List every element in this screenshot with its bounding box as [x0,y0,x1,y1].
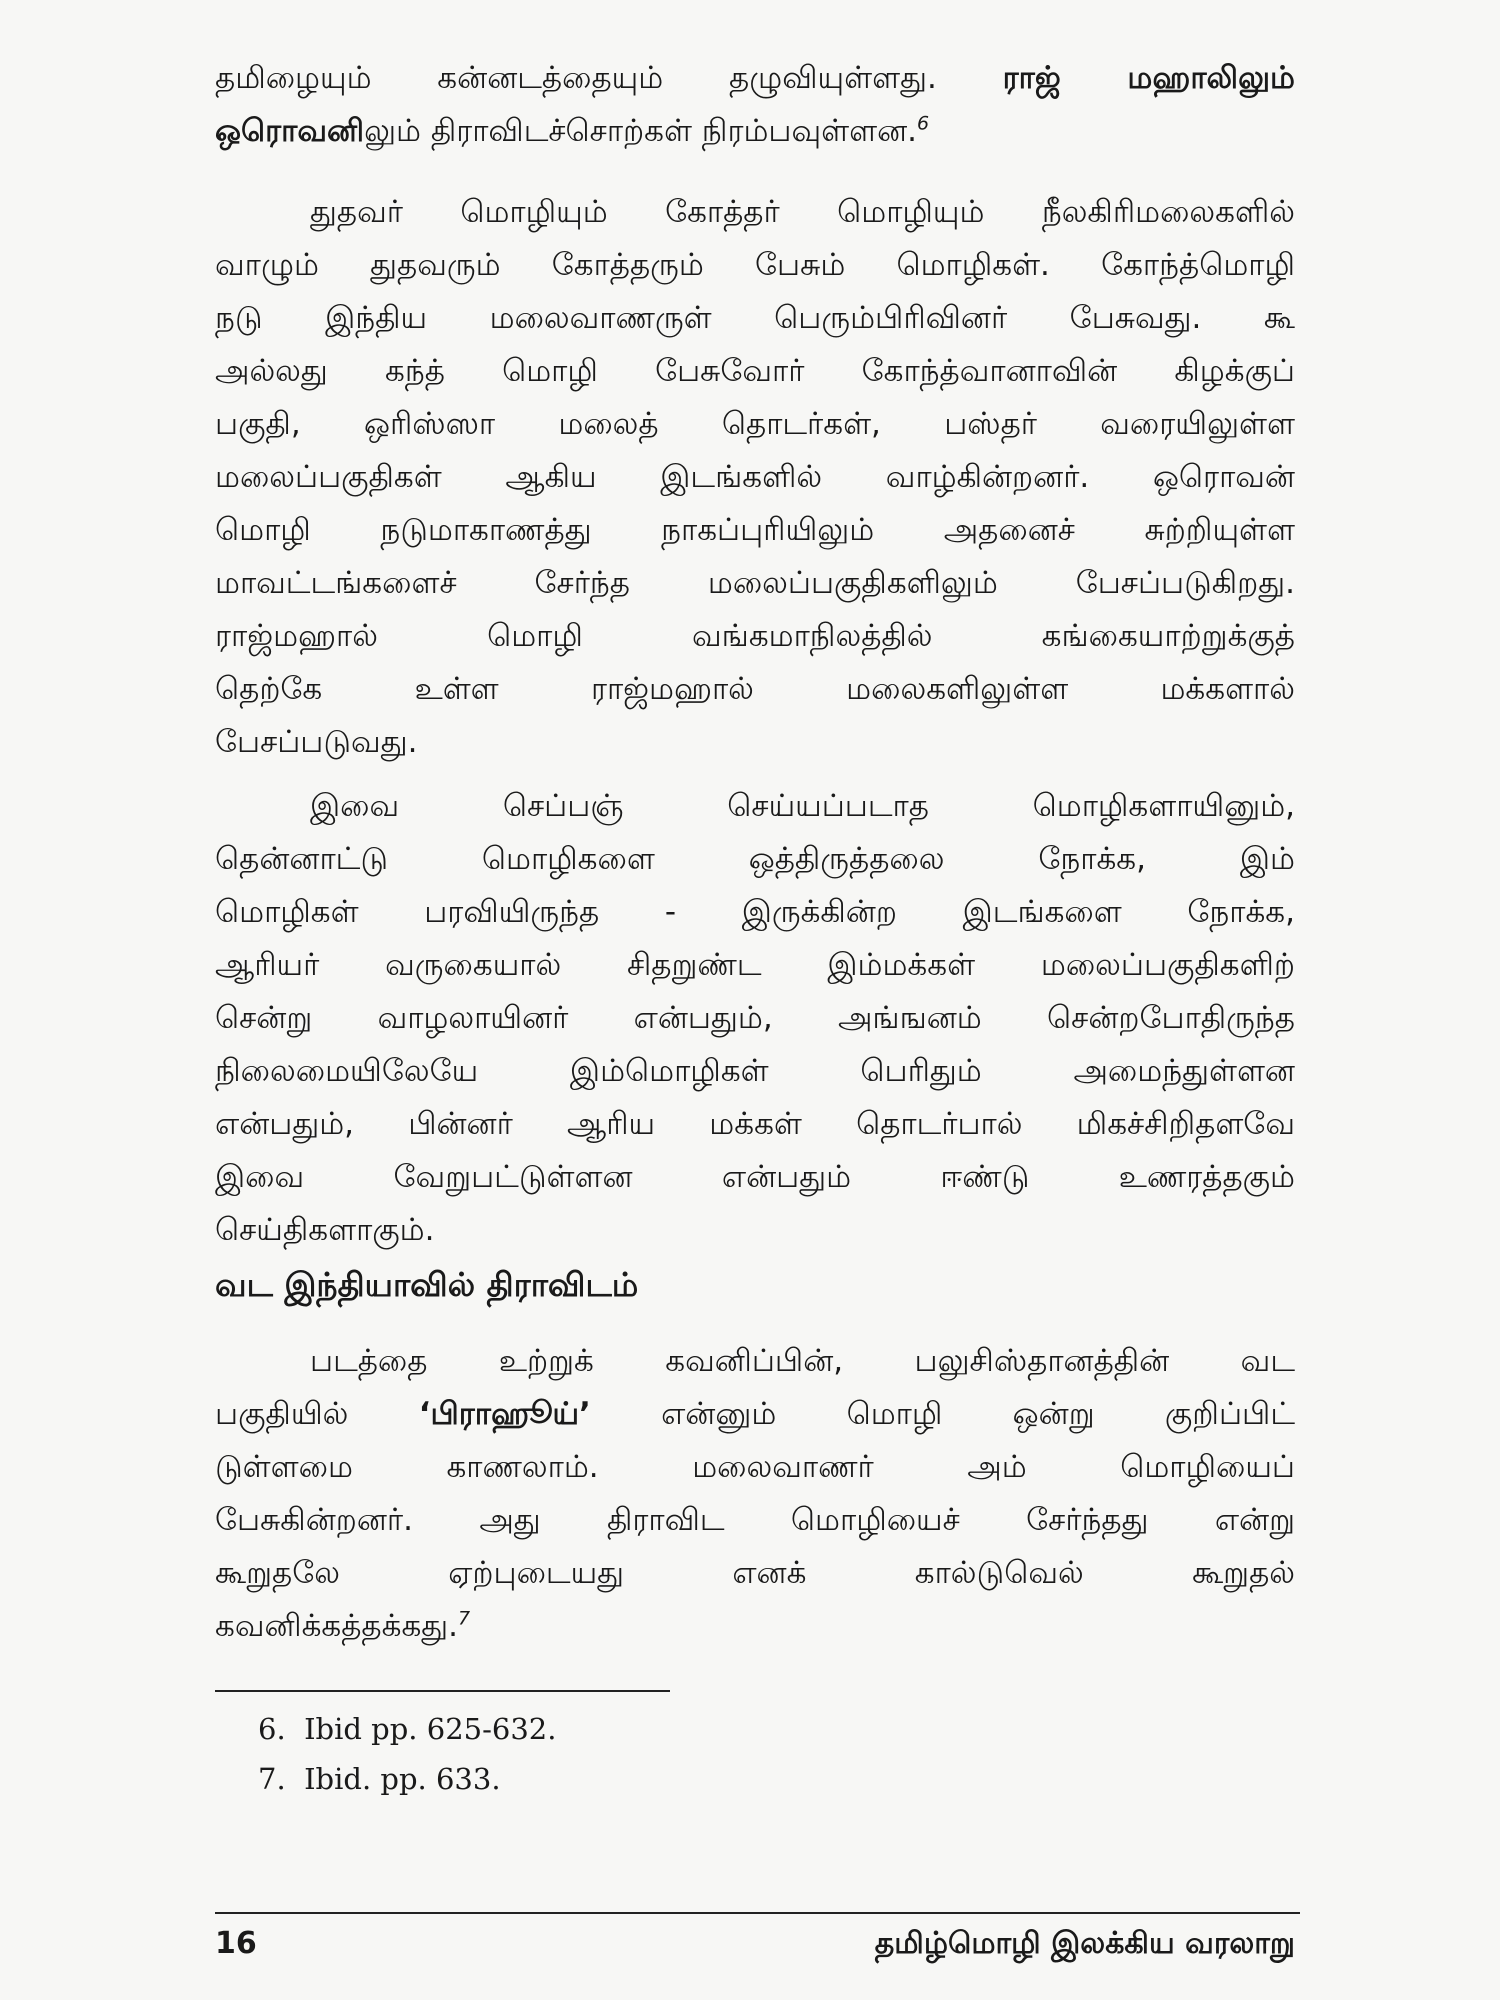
text-line: வாழும் துதவரும் கோத்தரும் பேசும் மொழிகள். கோந்த்மொழி [215,247,1295,283]
text-line: ராஜ்மஹால் மொழி வங்கமாநிலத்தில் கங்கையாற்றுக்குத் [215,618,1295,654]
text-run: தமிழையும் கன்னடத்தையும் தழுவியுள்ளது. [215,60,1003,96]
text-line: செய்திகளாகும். [215,1212,435,1248]
footnote-ref: 6 [917,112,930,135]
text-line: படத்தை உற்றுக் கவனிப்பின், பலுசிஸ்தானத்தின் வட [310,1343,1295,1379]
text-line: ஆரியர் வருகையால் சிதறுண்ட இம்மக்கள் மலைப்பகுதிகளிற் [215,947,1295,983]
text-line: மாவட்டங்களைச் சேர்ந்த மலைப்பகுதிகளிலும் பேசப்படுகிறது. [215,565,1295,601]
text-line: மலைப்பகுதிகள் ஆகிய இடங்களில் வாழ்கின்றனர். ஒரொவன் [215,459,1295,495]
paragraph-top [215,52,1295,158]
bold-term-oraon: ஒரொவனி [215,113,365,149]
bold-term-brahui: ‘பிராஹூய்’ [418,1396,591,1432]
text-line: கூறுதலே ஏற்புடையது எனக் கால்டுவெல் கூறுதல் [215,1555,1295,1591]
text-run: கவனிக்கத்தக்கது. [215,1608,459,1644]
footer-divider [215,1912,1300,1914]
text-line: பேசப்படுவது. [215,724,418,760]
text-line: இவை செப்பஞ் செய்யப்படாத மொழிகளாயினும், [310,788,1295,824]
text-line [215,52,1295,105]
text-run: லும் திராவிடச்சொற்கள் நிரம்பவுள்ளன. [364,113,918,149]
text-line: டுள்ளமை காணலாம். மலைவாணர் அம் மொழியைப் [215,1449,1295,1485]
text-line: பகுதி, ஒரிஸ்ஸா மலைத் தொடர்கள், பஸ்தர் வரையிலுள்ள [215,406,1295,442]
text-line: நடு இந்திய மலைவாணருள் பெரும்பிரிவினர் பேசுவது. கூ [215,300,1295,336]
bold-term-rajmahal: ராஜ் மஹாலிலும் [1002,60,1295,96]
text-run: பகுதியில் [215,1396,419,1432]
footnote-divider [215,1690,670,1692]
text-line: துதவர் மொழியும் கோத்தர் மொழியும் நீலகிரிமலைகளில் [310,194,1295,230]
text-line [215,105,1295,158]
page-number: 16 [215,1926,257,1961]
text-line [215,1600,1295,1653]
footnote-6: 6. Ibid pp. 625-632. [258,1712,557,1746]
text-line: மொழி நடுமாகாணத்து நாகப்புரியிலும் அதனைச் சுற்றியுள்ள [215,512,1295,548]
footnote-7: 7. Ibid. pp. 633. [258,1762,501,1796]
text-line [215,1388,1295,1441]
text-line: சென்று வாழலாயினர் என்பதும், அங்ஙனம் சென்றபோதிருந்த [215,1000,1295,1036]
section-heading: வட இந்தியாவில் திராவிடம் [215,1265,639,1304]
text-line: மொழிகள் பரவியிருந்த - இருக்கின்ற இடங்களை நோக்க, [215,894,1295,930]
text-line: இவை வேறுபட்டுள்ளன என்பதும் ஈண்டு உணரத்தகும் [215,1159,1295,1195]
paragraph-4 [215,1335,1295,1653]
text-line: தென்னாட்டு மொழிகளை ஒத்திருத்தலை நோக்க, இம் [215,841,1295,877]
text-line: தெற்கே உள்ள ராஜ்மஹால் மலைகளிலுள்ள மக்களால் [215,671,1295,707]
running-title: தமிழ்மொழி இலக்கிய வரலாறு [874,1926,1295,1961]
paragraph-2 [215,186,1295,769]
text-line: பேசுகின்றனர். அது திராவிட மொழியைச் சேர்ந்தது என்று [215,1502,1295,1538]
text-line: நிலைமையிலேயே இம்மொழிகள் பெரிதும் அமைந்துள்ளன [215,1053,1295,1089]
footnote-ref: 7 [458,1607,471,1630]
footnotes [258,1704,556,1804]
text-line: என்பதும், பின்னர் ஆரிய மக்கள் தொடர்பால் மிகச்சிறிதளவே [215,1106,1295,1142]
paragraph-3 [215,780,1295,1257]
text-line: அல்லது கந்த் மொழி பேசுவோர் கோந்த்வானாவின் கிழக்குப் [215,353,1295,389]
text-run: என்னும் மொழி ஒன்று குறிப்பிட் [590,1396,1295,1432]
